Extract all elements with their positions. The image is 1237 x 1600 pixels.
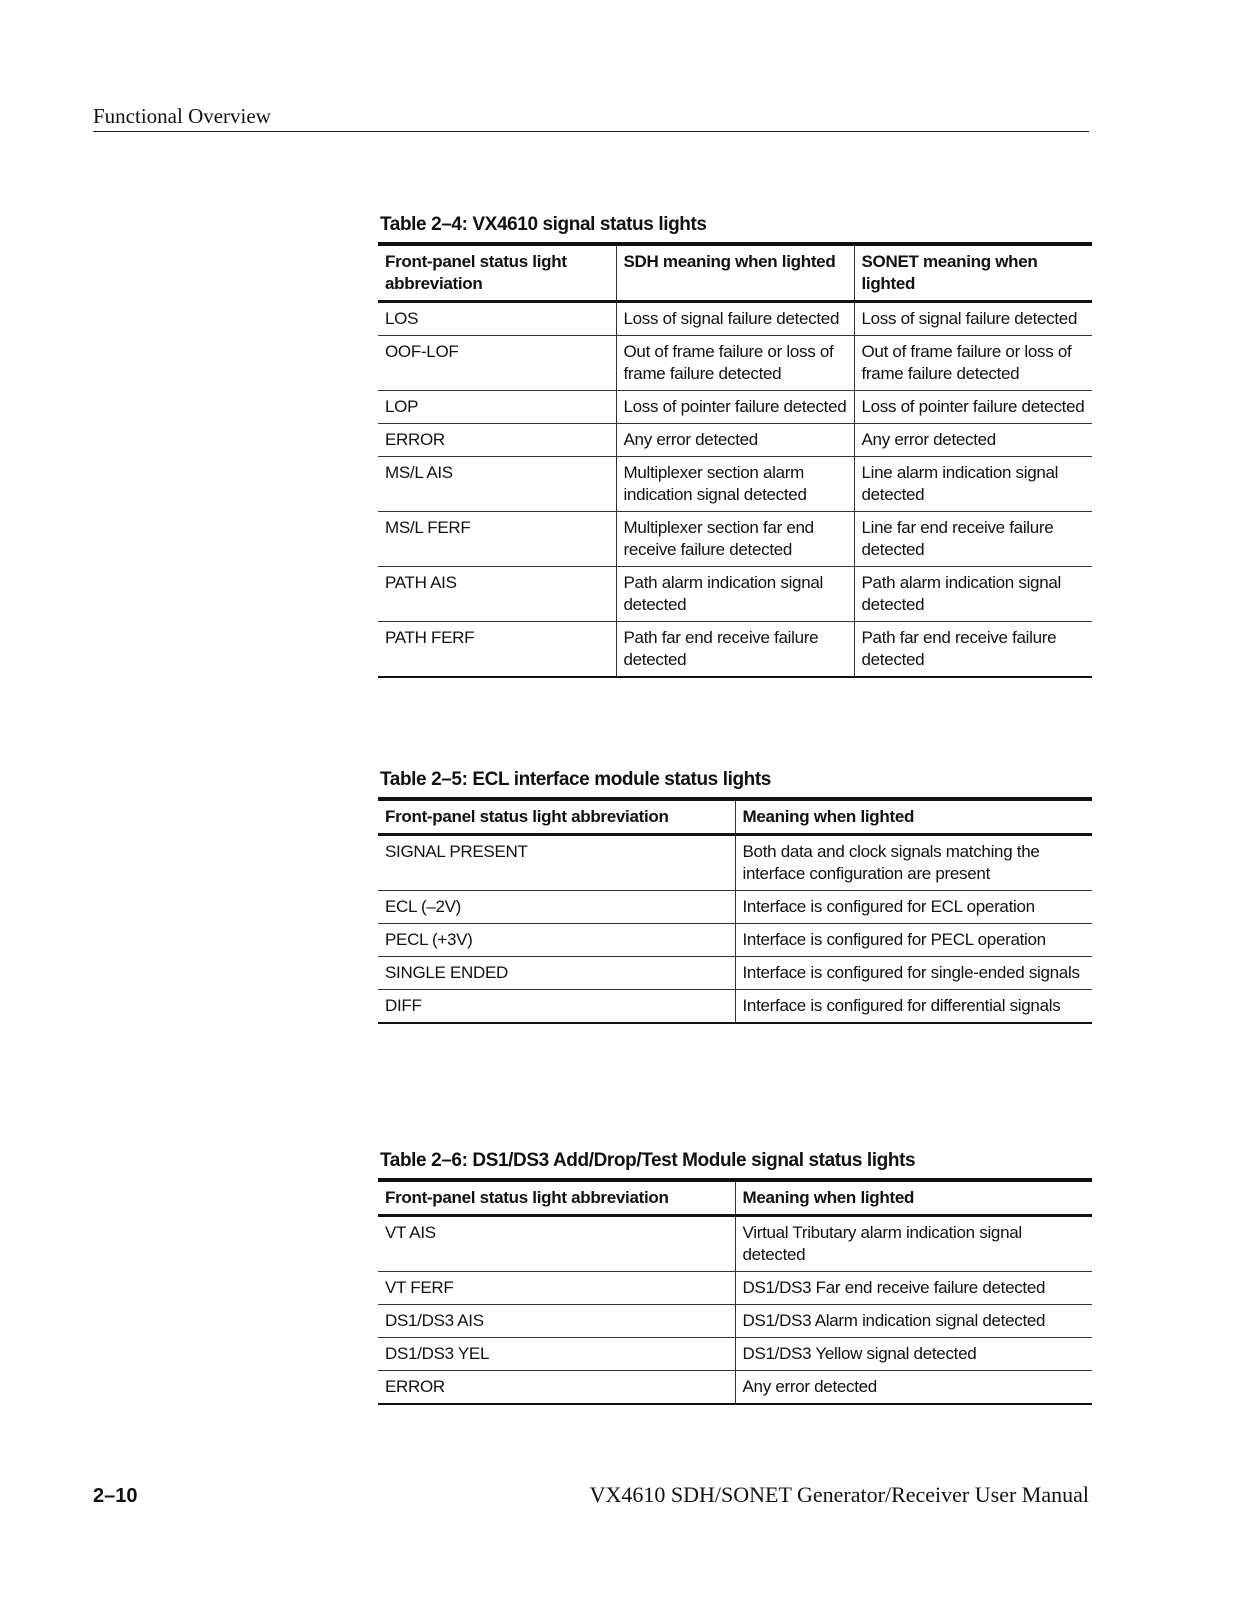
table-row [378,1216,1092,1272]
table-caption: Table 2–4: VX4610 signal status lights [380,214,707,235]
table-cell: Loss of signal failure detected [616,302,854,336]
table-cell: Loss of pointer failure detected [616,391,854,424]
table-cell: Both data and clock signals matching the interface configuration are present [735,835,1092,891]
table-row [378,391,1092,424]
table-cell: PECL (+3V) [378,924,735,957]
table-cell: Interface is configured for ECL operation [735,891,1092,924]
table-cell: ERROR [385,1377,445,1396]
table-header-row [378,799,1092,835]
table-cell: Line far end receive failure detected [854,512,1092,567]
table-row [378,990,1092,1024]
table-row [378,512,1092,567]
table-cell: Out of frame failure or loss of frame failure detected [616,336,854,391]
table-block-2-5 [378,769,1092,1024]
table-cell: LOP [378,391,616,424]
column-header: Meaning when lighted [735,1180,1092,1216]
table-cell: SIGNAL PRESENT [378,835,735,891]
section-title: Functional Overview [93,104,271,128]
table-row [378,1371,1092,1405]
column-header: SDH meaning when lighted [616,244,854,302]
column-header: Front-panel status light abbreviation [378,799,735,835]
page-number: 2–10 [93,1485,138,1507]
table-cell: Interface is configured for PECL operation [735,924,1092,957]
table-row [378,567,1092,622]
table-cell: VT AIS [378,1216,735,1272]
table-header-row [378,1180,1092,1216]
table-cell: MS/L FERF [378,512,616,567]
table-block-2-6 [378,1150,1092,1405]
table-cell: ERROR [378,424,616,457]
status-lights-table [378,1178,1092,1405]
status-lights-table [378,242,1092,678]
table-row [378,622,1092,678]
table-cell: OOF-LOF [378,336,616,391]
table-cell: Any error detected [854,424,1092,457]
table-block-2-4 [378,214,1092,678]
table-cell: ECL (–2V) [378,891,735,924]
table-row [378,835,1092,891]
manual-title: VX4610 SDH/SONET Generator/Receiver User Manual [589,1482,1089,1507]
table-cell: Out of frame failure or loss of frame failure detected [854,336,1092,391]
table-row [378,302,1092,336]
table-cell: PATH FERF [385,628,475,647]
column-header: Front-panel status light abbreviation [378,244,616,302]
table-cell: Line alarm indication signal detected [854,457,1092,512]
table-row [378,1338,1092,1371]
table-cell: MS/L AIS [378,457,616,512]
table-row [378,924,1092,957]
table-cell: Any error detected [616,424,854,457]
table-caption: Table 2–5: ECL interface module status lights [380,769,771,790]
table-row [378,457,1092,512]
column-header: SONET meaning when lighted [854,244,1092,302]
table-cell: Path alarm indication signal detected [616,567,854,622]
table-row [378,1272,1092,1305]
table-header-row [378,244,1092,302]
table-cell: Path alarm indication signal detected [854,567,1092,622]
table-cell: Multiplexer section alarm indication signal detected [616,457,854,512]
table-row [378,891,1092,924]
table-cell: DS1/DS3 Alarm indication signal detected [735,1305,1092,1338]
table-cell: VT FERF [378,1272,735,1305]
column-header: Front-panel status light abbreviation [378,1180,735,1216]
status-lights-table [378,797,1092,1024]
table-cell: DIFF [385,996,422,1015]
column-header: Meaning when lighted [735,799,1092,835]
table-cell: Loss of pointer failure detected [854,391,1092,424]
table-cell: SINGLE ENDED [378,957,735,990]
table-row [378,1305,1092,1338]
table-cell: LOS [378,302,616,336]
table-cell: Virtual Tributary alarm indication signal detected [735,1216,1092,1272]
table-cell: Interface is configured for differential signals [735,990,1092,1024]
table-cell: DS1/DS3 YEL [378,1338,735,1371]
table-cell: Loss of signal failure detected [854,302,1092,336]
table-row [378,424,1092,457]
table-row [378,957,1092,990]
table-caption: Table 2–6: DS1/DS3 Add/Drop/Test Module signal status lights [380,1150,916,1171]
table-cell: PATH AIS [378,567,616,622]
table-cell: Path far end receive failure detected [616,622,854,678]
table-cell: Any error detected [735,1371,1092,1405]
table-cell: Interface is configured for single-ended signals [735,957,1092,990]
table-cell: DS1/DS3 Yellow signal detected [735,1338,1092,1371]
table-cell: Multiplexer section far end receive failure detected [616,512,854,567]
table-cell: DS1/DS3 Far end receive failure detected [735,1272,1092,1305]
table-cell: Path far end receive failure detected [854,622,1092,678]
running-header [93,104,1089,132]
table-cell: DS1/DS3 AIS [378,1305,735,1338]
table-row [378,336,1092,391]
